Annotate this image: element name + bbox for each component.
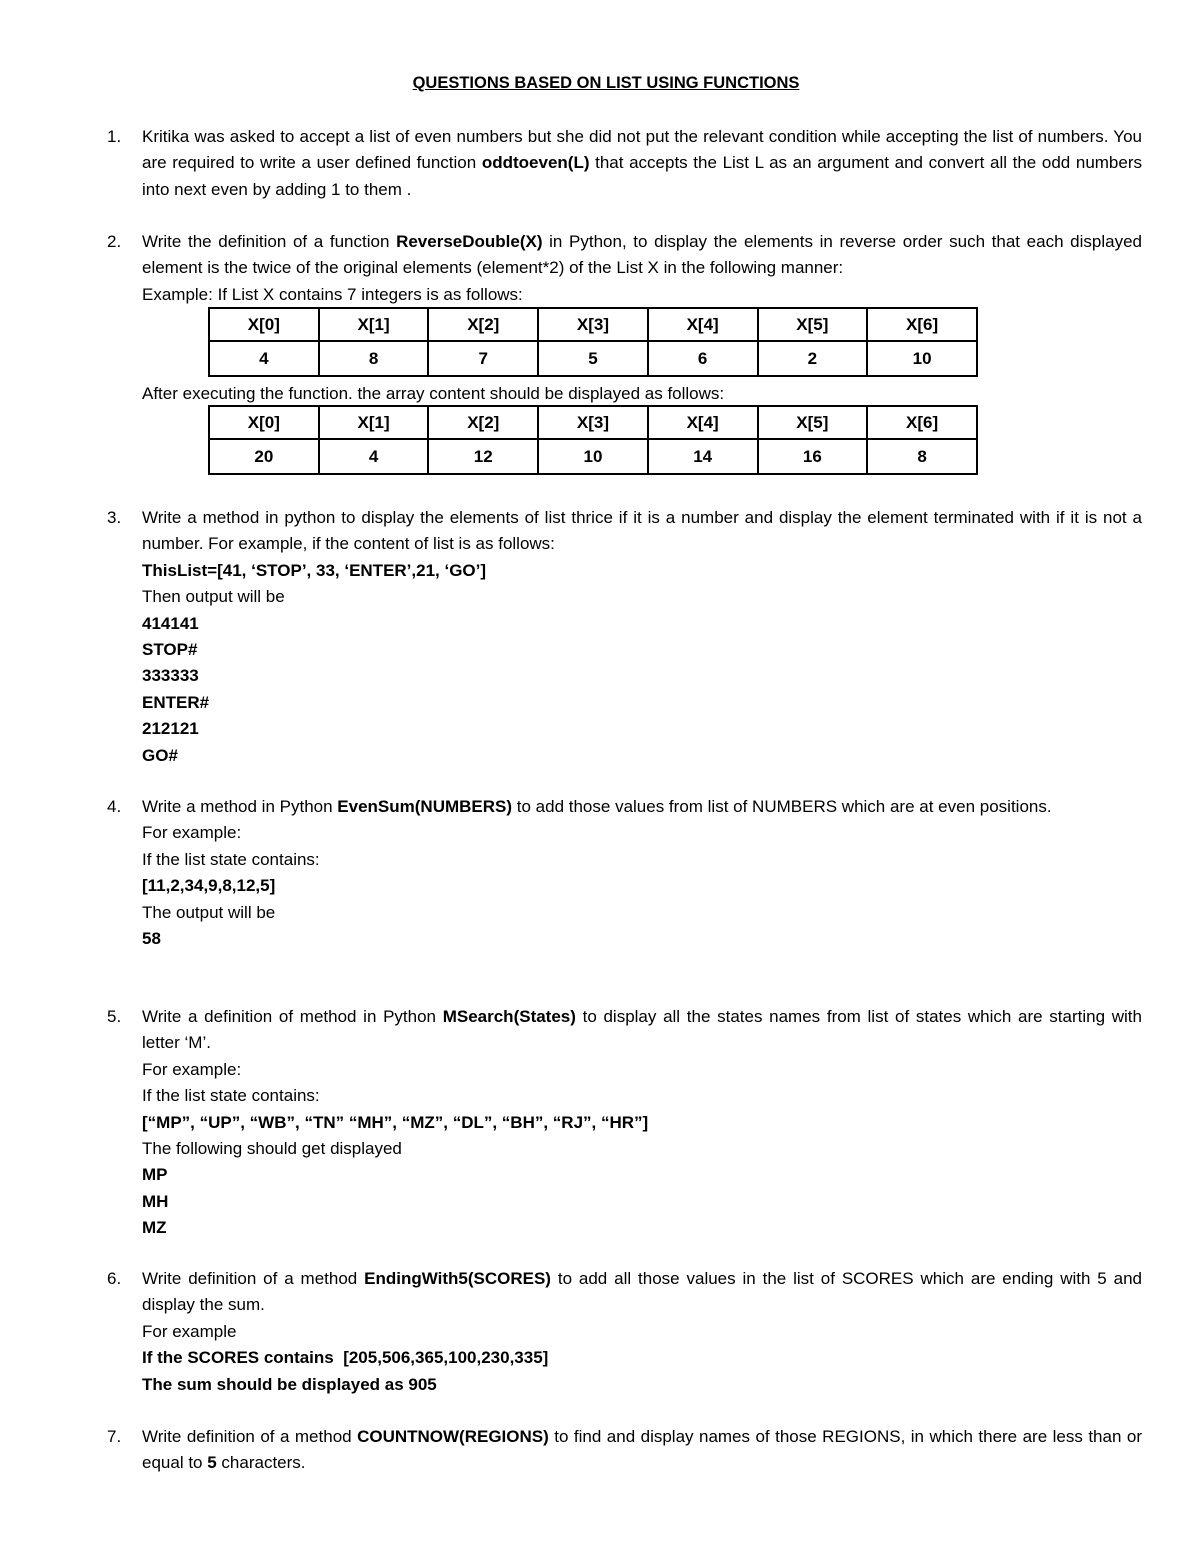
bold-number: 5 bbox=[207, 1453, 217, 1473]
question-number: 4. bbox=[107, 797, 122, 816]
table-header-cell: X[5] bbox=[758, 308, 868, 341]
scores-line: If the SCORES contains [205,506,365,100,230,335] bbox=[142, 1348, 549, 1368]
text: Write a definition of method in Python bbox=[142, 1007, 443, 1026]
table-header-cell: X[2] bbox=[428, 406, 538, 439]
question-1 bbox=[107, 124, 1142, 203]
function-name: MSearch(States) bbox=[442, 1007, 576, 1026]
output-line: 212121 bbox=[142, 719, 199, 739]
table-header-cell: X[5] bbox=[758, 406, 868, 439]
table-cell: 16 bbox=[758, 439, 868, 474]
table-row bbox=[209, 341, 977, 376]
table-cell: 4 bbox=[209, 341, 319, 376]
table-header-cell: X[4] bbox=[648, 308, 758, 341]
output-line: 333333 bbox=[142, 666, 199, 686]
question-number: 6. bbox=[107, 1269, 122, 1288]
question-text bbox=[142, 124, 1142, 203]
table-cell: 6 bbox=[648, 341, 758, 376]
table-row bbox=[209, 439, 977, 474]
table-header-cell: X[4] bbox=[648, 406, 758, 439]
table-header-cell: X[6] bbox=[867, 308, 977, 341]
table-cell: 20 bbox=[209, 439, 319, 474]
input-array-table bbox=[208, 307, 978, 377]
function-name: EvenSum(NUMBERS) bbox=[337, 797, 513, 816]
for-example-label: For example: bbox=[142, 1059, 242, 1079]
question-number: 1. bbox=[107, 127, 122, 146]
function-name: ReverseDouble(X) bbox=[396, 232, 543, 251]
table-header-cell: X[2] bbox=[428, 308, 538, 341]
example-line: Example: If List X contains 7 integers is as follows: bbox=[142, 284, 523, 304]
question-3 bbox=[107, 505, 1142, 769]
question-text bbox=[142, 794, 1142, 820]
text: that accepts the List L as an argument and convert all the odd numbers into next even by adding 1 to them . bbox=[142, 153, 1143, 199]
for-example-label: For example: bbox=[142, 823, 242, 843]
text: Write a method in Python bbox=[142, 797, 338, 816]
list-literal: ThisList=[41, ‘STOP’, 33, ‘ENTER’,21, ‘GO’] bbox=[142, 560, 487, 580]
table-cell: 2 bbox=[758, 341, 868, 376]
question-number: 5. bbox=[107, 1007, 122, 1026]
text: Write the definition of a function bbox=[142, 232, 397, 251]
output-line: MZ bbox=[142, 1218, 167, 1238]
list-literal: [11,2,34,9,8,12,5] bbox=[142, 876, 276, 896]
table-header-cell: X[0] bbox=[209, 308, 319, 341]
output-line: MP bbox=[142, 1165, 168, 1185]
table-cell: 8 bbox=[319, 341, 429, 376]
output-label: Then output will be bbox=[142, 587, 285, 607]
table-cell: 7 bbox=[428, 341, 538, 376]
question-text bbox=[142, 1004, 1142, 1057]
if-list-label: If the list state contains: bbox=[142, 849, 320, 869]
table-header-cell: X[3] bbox=[538, 406, 648, 439]
question-text bbox=[142, 1424, 1142, 1477]
question-number: 7. bbox=[107, 1427, 122, 1446]
table-cell: 8 bbox=[867, 439, 977, 474]
question-5 bbox=[107, 1004, 1142, 1242]
text: Write definition of a method bbox=[142, 1269, 365, 1288]
question-6 bbox=[107, 1266, 1142, 1398]
output-array-table bbox=[208, 405, 978, 475]
after-executing-line: After executing the function. the array content should be displayed as follows: bbox=[142, 384, 725, 403]
question-text bbox=[142, 1266, 1142, 1319]
if-list-label: If the list state contains: bbox=[142, 1086, 320, 1106]
table-cell: 5 bbox=[538, 341, 648, 376]
table-header-row bbox=[209, 308, 977, 341]
table-header-cell: X[3] bbox=[538, 308, 648, 341]
text: characters. bbox=[216, 1453, 306, 1473]
question-2 bbox=[107, 229, 1142, 308]
question-text: Write a method in python to display the elements of list thrice if it is a number and display the element terminated with if it is not a number. For example, if the content of list is as follows: bbox=[142, 508, 1142, 554]
output-line: GO# bbox=[142, 745, 178, 765]
question-text bbox=[142, 229, 1142, 282]
page-title: QUESTIONS BASED ON LIST USING FUNCTIONS bbox=[412, 74, 800, 92]
text: to find and display names of those REGIONS, in which there are less than or equal to bbox=[142, 1427, 1143, 1473]
text: in Python, to display the elements in reverse order such that each displayed element is the twice of the original elements (element*2) of the List X in the following manner: bbox=[142, 232, 1142, 278]
output-line: 58 bbox=[142, 929, 161, 949]
text: to add all those values in the list of SCORES which are ending with 5 and display the sum. bbox=[142, 1269, 1143, 1315]
output-line: ENTER# bbox=[142, 692, 210, 712]
sum-line: The sum should be displayed as 905 bbox=[142, 1374, 437, 1394]
output-label: The output will be bbox=[142, 902, 276, 922]
for-example-label: For example bbox=[142, 1321, 237, 1341]
function-name: oddtoeven(L) bbox=[481, 153, 590, 173]
output-line: 414141 bbox=[142, 613, 199, 633]
text: to display all the states names from list of states which are starting with letter ‘M’. bbox=[142, 1007, 1142, 1053]
output-line: MH bbox=[142, 1191, 169, 1211]
question-number: 3. bbox=[107, 508, 122, 527]
table-cell: 14 bbox=[648, 439, 758, 474]
table-cell: 10 bbox=[538, 439, 648, 474]
question-7 bbox=[107, 1424, 1142, 1477]
question-number: 2. bbox=[107, 232, 122, 251]
table-header-cell: X[0] bbox=[209, 406, 319, 439]
question-4 bbox=[107, 794, 1142, 952]
text: to add those values from list of NUMBERS which are at even positions. bbox=[512, 797, 1052, 816]
table-cell: 12 bbox=[428, 439, 538, 474]
function-name: COUNTNOW(REGIONS) bbox=[357, 1427, 549, 1446]
table-cell: 10 bbox=[867, 341, 977, 376]
text: Kritika was asked to accept a list of even numbers but she did not put the relevant condition while accepting the list of numbers. You are required to write a user defined function bbox=[142, 127, 1142, 173]
table-header-cell: X[1] bbox=[319, 406, 429, 439]
list-literal: [“MP”, “UP”, “WB”, “TN” “MH”, “MZ”, “DL”, “BH”, “RJ”, “HR”] bbox=[142, 1112, 649, 1132]
output-line: STOP# bbox=[142, 640, 198, 660]
table-header-cell: X[1] bbox=[319, 308, 429, 341]
output-label: The following should get displayed bbox=[142, 1139, 402, 1159]
function-name: EndingWith5(SCORES) bbox=[364, 1269, 551, 1288]
table-cell: 4 bbox=[319, 439, 429, 474]
table-header-row bbox=[209, 406, 977, 439]
text: Write definition of a method bbox=[142, 1427, 358, 1446]
table-header-cell: X[6] bbox=[867, 406, 977, 439]
